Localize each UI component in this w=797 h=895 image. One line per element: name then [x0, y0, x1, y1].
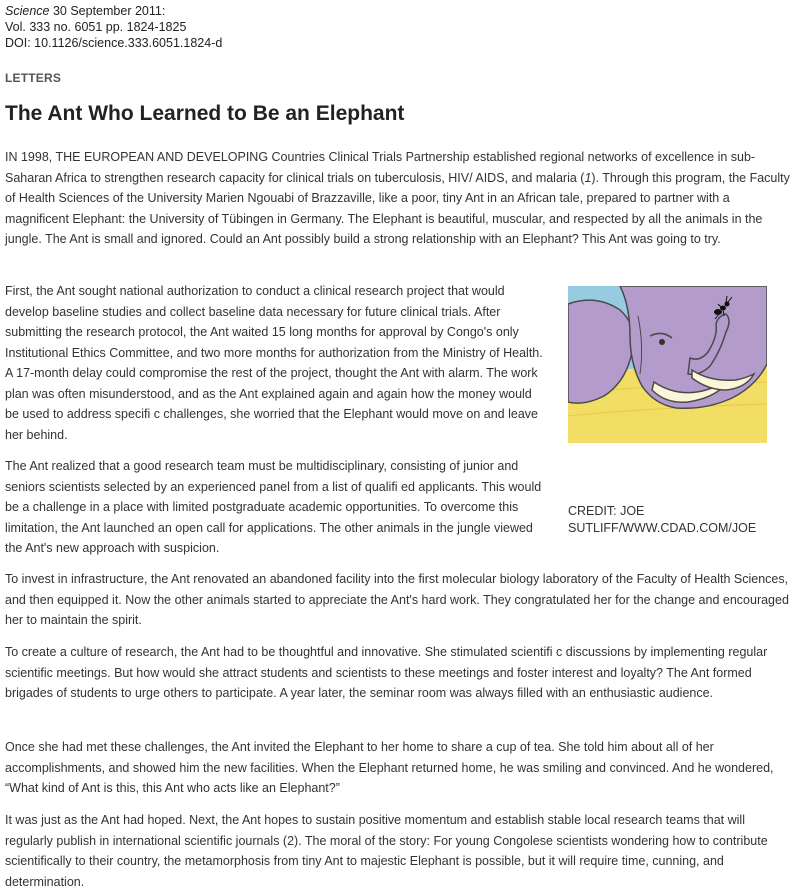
- section-label: LETTERS: [5, 71, 62, 85]
- doi[interactable]: DOI: 10.1126/science.333.6051.1824-d: [5, 36, 223, 50]
- volume-info: Vol. 333 no. 6051 pp. 1824-1825: [5, 20, 187, 34]
- credit-line-2: SUTLIFF/WWW.CDAD.COM/JOE: [568, 521, 757, 535]
- issue-date: 30 September 2011:: [49, 4, 166, 18]
- credit-line-1: CREDIT: JOE: [568, 504, 645, 518]
- paragraph-infrastructure: To invest in infrastructure, the Ant renovated an abandoned facility into the first molecular biology laboratory of the Faculty of Health Sciences, and then equipped it. Now the other animals started to appreciate the Ant's hard work. They congratulated her for the change and encouraged her to maintain the spirit.: [5, 572, 789, 627]
- reference-link[interactable]: 1: [584, 170, 592, 185]
- paragraph-research-culture: To create a culture of research, the Ant had to be thoughtful and innovative. She stimulated scientifi c discussions by implementing regular scientific meetings. But how would she attract students and scientists to these meetings and foster interest and loyalty? The Ant formed brigades of students to urge others to participate. A year later, the seminar room was always filled with an enthusiastic audience.: [5, 645, 768, 700]
- paragraph-elephant-visit: Once she had met these challenges, the Ant invited the Elephant to her home to share a cup of tea. She told him about all of her accomplishments, and showed him the new facilities. When the Elephant returned home, he was smiling and convinced. And he wondered, “What kind of Ant is this, this Ant who acts like an Elephant?”: [5, 740, 774, 795]
- elephant-ant-cartoon: [568, 286, 767, 443]
- paragraph-research-team: The Ant realized that a good research team must be multidisciplinary, consisting of junior and seniors scientists selected by an experienced panel from a list of qualifi ed applicants. This would be a challenge in a place with limited postgraduate academic opportunities. To overcome this limitation, the Ant launched an open call for applications. The other animals in the jungle viewed the Ant's new approach with suspicion.: [5, 459, 542, 555]
- article-citation: [5, 3, 222, 51]
- intro-text-start: IN 1998, THE EUROPEAN AND DEVELOPING Countries Clinical Trials Partnership established regional networks of excellence in sub- Saharan Africa to strengthen research capacity for clinical trials on tuberculosis, HIV/ AIDS, and malaria (: [5, 150, 756, 185]
- paragraph-conclusion: It was just as the Ant had hoped. Next, the Ant hopes to sustain positive momentum and establish stable local research teams that will regularly publish in international scientific journals (2). The moral of the story: For young Congolese scientists wondering how to contribute scientifically to their country, the metamorphosis from tiny Ant to majestic Elephant is possible, but it will require time, cunning, and determination.: [5, 813, 768, 889]
- article-title: The Ant Who Learned to Be an Elephant: [5, 102, 405, 125]
- figure-credit: [568, 503, 756, 537]
- citation-date-line: [5, 3, 222, 19]
- elephant-illustration[interactable]: [568, 286, 767, 443]
- journal-name[interactable]: Science: [5, 4, 50, 18]
- paragraph-authorization: First, the Ant sought national authorization to conduct a clinical research project that would develop baseline studies and collect baseline data necessary for future clinical trials. After submitting the research protocol, the Ant waited 15 long months for approval by Congo's only Institutional Ethics Committee, and two more months for authorization from the Ministry of Health. A 17-month delay could compromise the rest of the project, thought the Ant with alarm. The work plan was often misunderstood, and as the Ant explained again and again how the money would be used to address specifi c challenges, she worried that the Elephant would move on and leave her behind.: [5, 284, 543, 442]
- intro-text-end: ). Through this program, the Faculty of Health Sciences of the University Marien Ngouabi of Brazzaville, like a poor, tiny Ant in an African tale, prepared to partner with a magnificent Elephant: the University of Tübingen in Germany. The Elephant is beautiful, muscular, and respected by all the animals in the jungle. The Ant is small and ignored. Could an Ant possibly build a strong relationship with an Elephant? This Ant was going to try.: [5, 170, 790, 246]
- paragraph-intro: [5, 147, 790, 250]
